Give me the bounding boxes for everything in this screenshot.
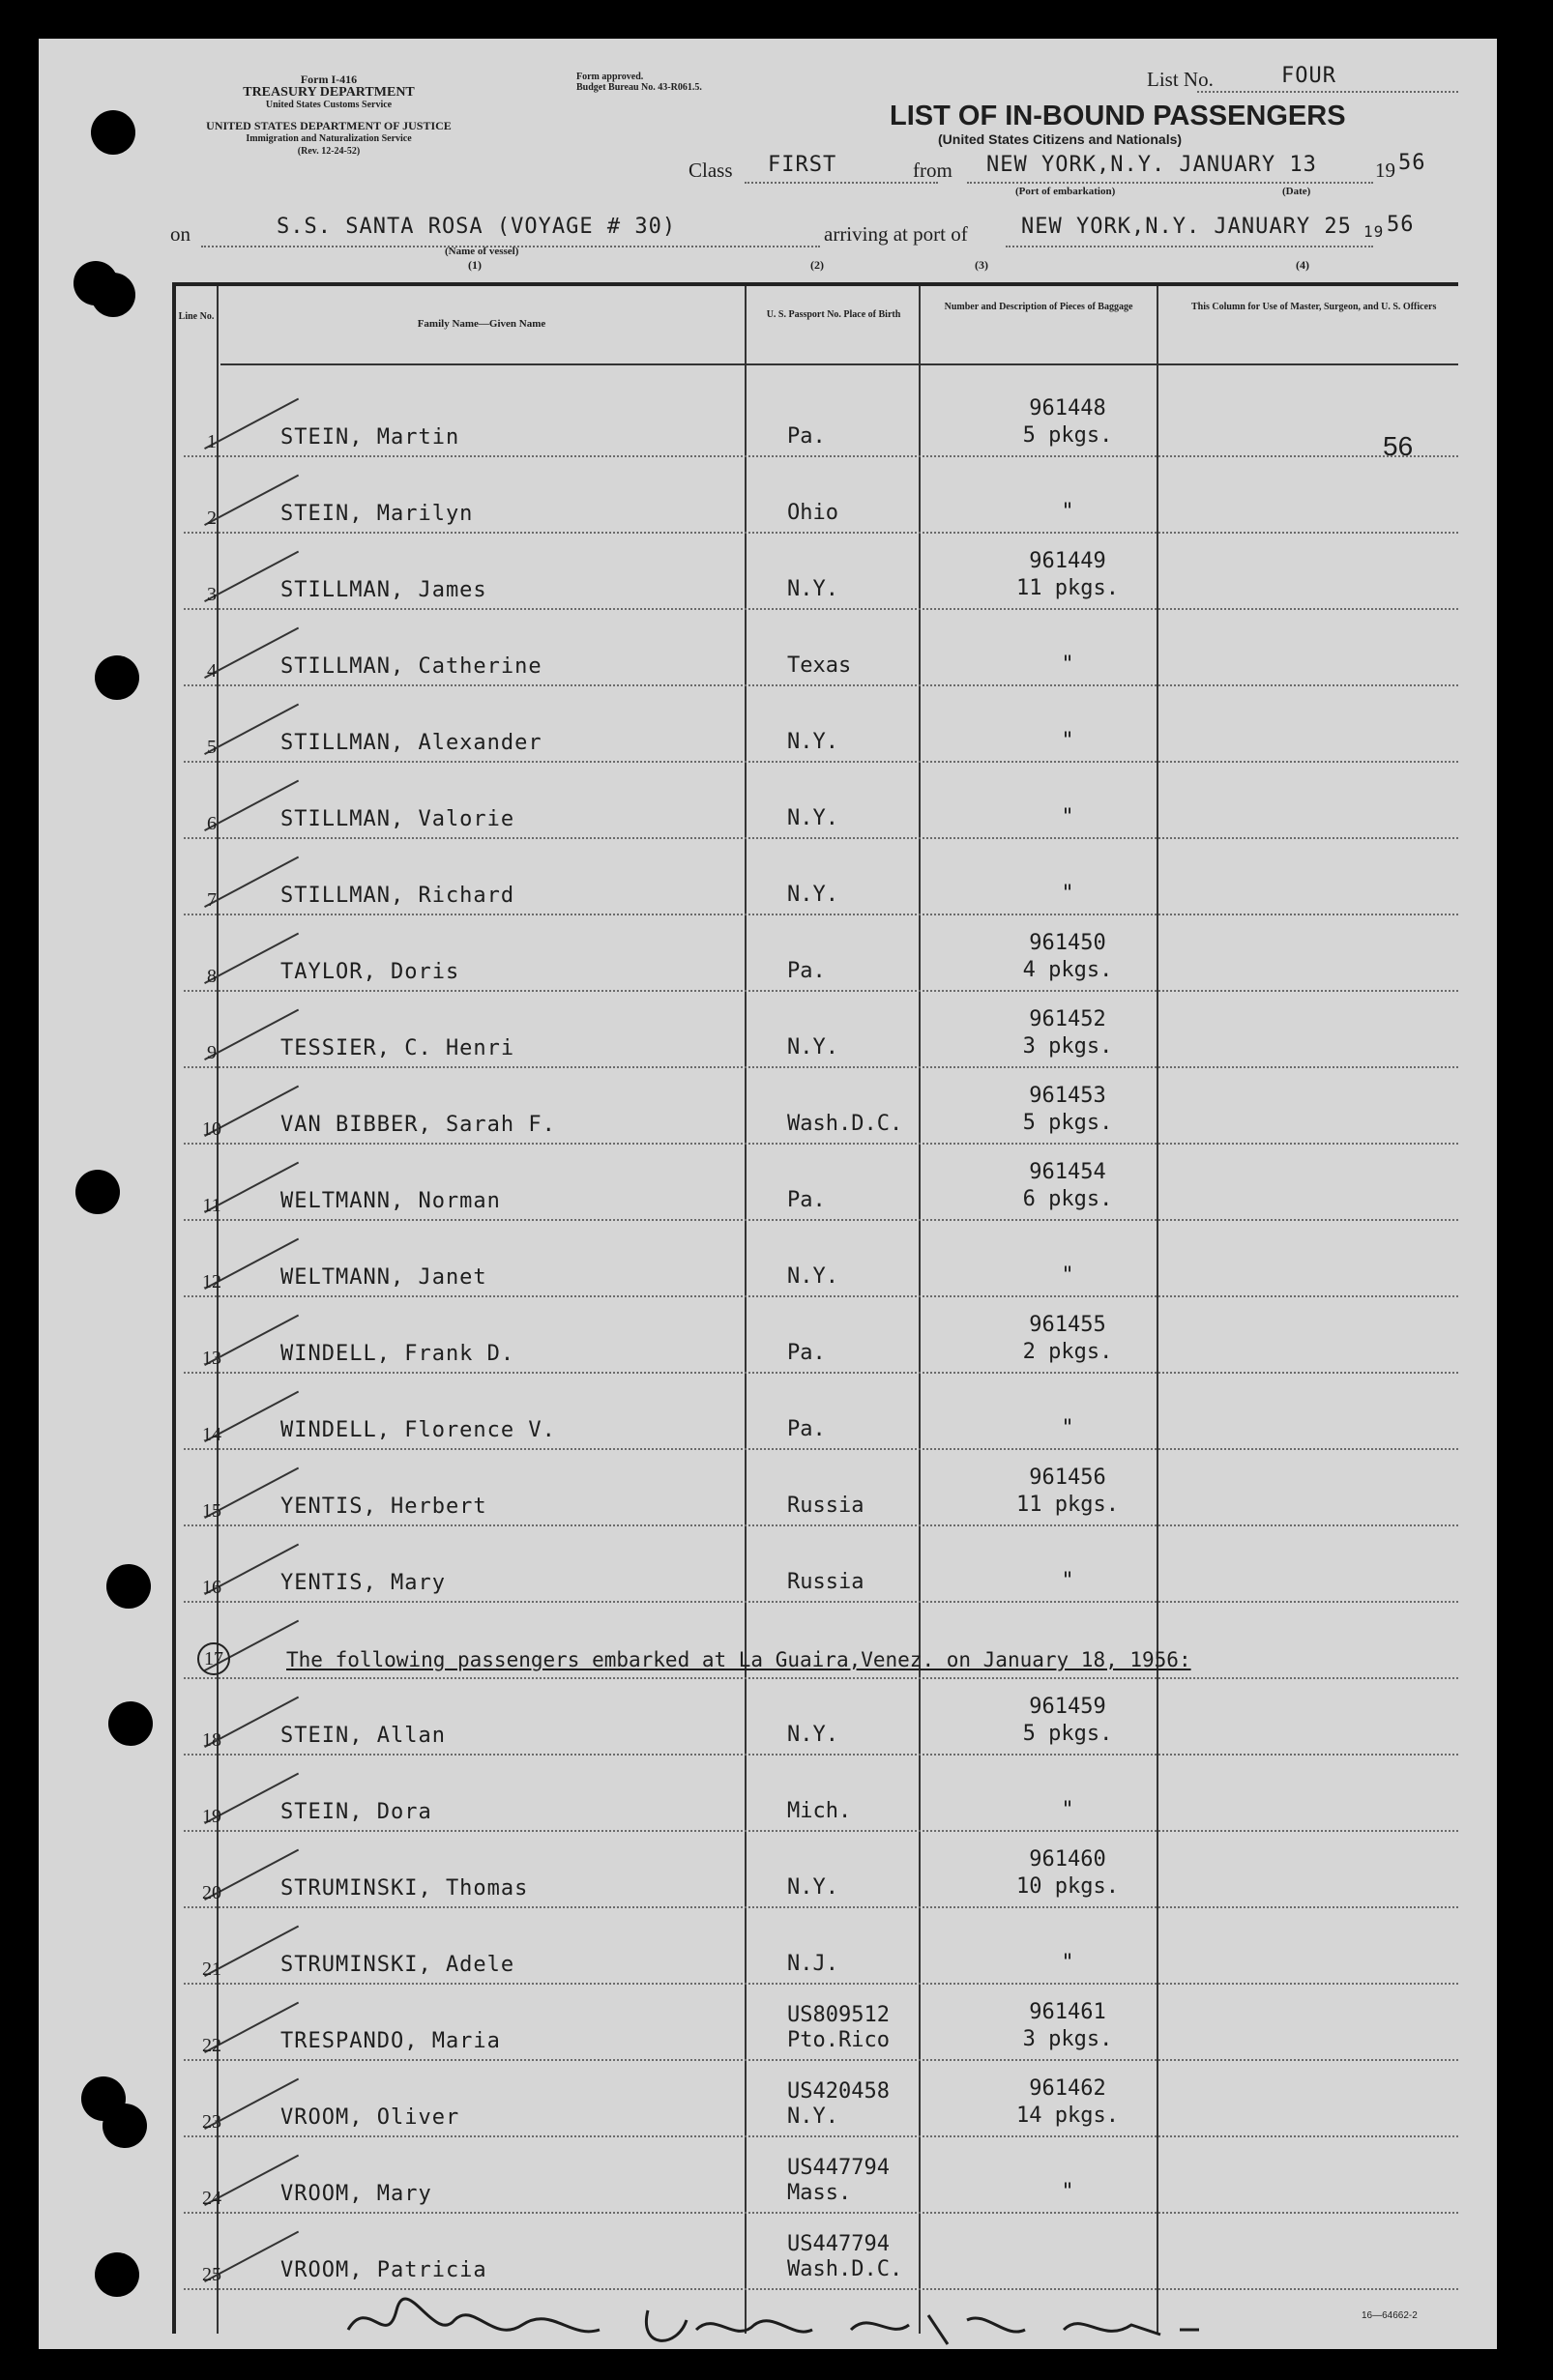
place-of-birth: Pa. xyxy=(787,1188,826,1212)
from-year-prefix: 19 xyxy=(1375,159,1395,182)
line-number: 12 xyxy=(202,1271,221,1292)
passenger-name: TRESPANDO, Maria xyxy=(280,2029,501,2053)
line-number: 7 xyxy=(207,889,217,911)
baggage: 961459 5 pkgs. xyxy=(1022,1695,1113,1746)
punch-hole-icon xyxy=(108,1701,153,1746)
col-header-passport: U. S. Passport No. Place of Birth xyxy=(766,309,901,320)
baggage: " xyxy=(1061,1798,1074,1822)
place-of-birth: N.Y. xyxy=(787,1035,838,1059)
passenger-name: YENTIS, Mary xyxy=(280,1571,446,1595)
line-number: 24 xyxy=(202,2188,221,2209)
baggage: 961448 5 pkgs. xyxy=(1022,396,1113,448)
baggage: 961454 6 pkgs. xyxy=(1022,1160,1113,1211)
baggage: 961449 11 pkgs. xyxy=(1016,549,1119,600)
table-row xyxy=(176,1681,1458,1757)
passenger-name: VROOM, Patricia xyxy=(280,2258,487,2282)
line-number: 11 xyxy=(202,1195,221,1216)
arrival-year: 56 xyxy=(1387,213,1415,237)
table-row xyxy=(176,765,1458,841)
line-number: 6 xyxy=(207,813,217,834)
col-num-1: (1) xyxy=(468,258,482,272)
passenger-name: VAN BIBBER, Sarah F. xyxy=(280,1113,556,1137)
baggage: 961455 2 pkgs. xyxy=(1022,1313,1113,1364)
line-number: 2 xyxy=(207,508,217,529)
punch-hole-icon xyxy=(95,2252,139,2297)
table-row xyxy=(176,536,1458,612)
table-row xyxy=(176,688,1458,765)
on-label: on xyxy=(170,222,190,246)
passenger-name: VROOM, Mary xyxy=(280,2182,432,2206)
passenger-name: STILLMAN, James xyxy=(280,578,487,602)
place-of-birth: Pa. xyxy=(787,1417,826,1441)
place-of-birth: N.Y. xyxy=(787,1875,838,1900)
officer-mark: 56 xyxy=(1383,431,1414,461)
baggage: 961450 4 pkgs. xyxy=(1022,931,1113,982)
table-row xyxy=(176,994,1458,1070)
line-number: 16 xyxy=(202,1577,221,1598)
table-row xyxy=(176,1299,1458,1376)
list-no-value: FOUR xyxy=(1281,64,1336,88)
line-number: 21 xyxy=(202,1959,221,1980)
table-row xyxy=(176,1605,1458,1681)
passenger-name: TESSIER, C. Henri xyxy=(280,1036,515,1060)
table-row xyxy=(176,1910,1458,1987)
baggage: " xyxy=(1061,1569,1074,1593)
place-of-birth: Wash.D.C. xyxy=(787,1112,903,1136)
justice-info xyxy=(164,120,493,158)
line-number: 4 xyxy=(207,660,217,682)
table-row xyxy=(176,2216,1458,2292)
form-info xyxy=(222,73,435,111)
baggage: " xyxy=(1061,1416,1074,1440)
passenger-name: STEIN, Allan xyxy=(280,1724,446,1748)
place-of-birth: N.Y. xyxy=(787,806,838,830)
place-of-birth: Pa. xyxy=(787,424,826,449)
justice-dept: UNITED STATES DEPARTMENT OF JUSTICE xyxy=(206,119,452,132)
place-of-birth: Russia xyxy=(787,1494,864,1518)
table-row xyxy=(176,1987,1458,2063)
table-row xyxy=(176,1834,1458,1910)
passenger-name: VROOM, Oliver xyxy=(280,2105,460,2130)
place-of-birth: Ohio xyxy=(787,501,838,525)
place-of-birth: N.Y. xyxy=(787,577,838,601)
punch-hole-icon xyxy=(95,655,139,700)
table-row xyxy=(176,1757,1458,1834)
line-number: 17 xyxy=(197,1642,230,1675)
place-of-birth: N.Y. xyxy=(787,883,838,907)
passenger-name: STRUMINSKI, Thomas xyxy=(280,1876,529,1901)
col-num-4: (4) xyxy=(1296,258,1309,272)
place-of-birth: Pa. xyxy=(787,959,826,983)
document-page xyxy=(39,39,1497,2349)
passenger-name: STILLMAN, Alexander xyxy=(280,731,542,755)
line-number: 8 xyxy=(207,966,217,987)
arriving-label: arriving at port of xyxy=(824,222,968,246)
baggage: " xyxy=(1061,1263,1074,1288)
table-row xyxy=(176,1452,1458,1528)
port-caption: (Port of embarkation) xyxy=(1015,186,1116,197)
class-value: FIRST xyxy=(768,153,837,177)
passenger-name: STEIN, Dora xyxy=(280,1800,432,1824)
passenger-table xyxy=(172,282,1458,2334)
baggage: " xyxy=(1061,882,1074,906)
class-label: Class xyxy=(689,159,733,182)
form-number: Form I-416 xyxy=(300,73,358,86)
punch-hole-icon xyxy=(91,273,135,317)
punch-hole-icon xyxy=(103,2104,147,2148)
passenger-name: WINDELL, Florence V. xyxy=(280,1418,556,1442)
service: United States Customs Service xyxy=(265,100,393,110)
embark-note: The following passengers embarked at La Guaira,Venez. on January 18, 1956: xyxy=(286,1648,1191,1671)
line-number: 18 xyxy=(202,1729,221,1751)
department: TREASURY DEPARTMENT xyxy=(243,85,415,100)
line-number: 14 xyxy=(202,1424,221,1445)
baggage: " xyxy=(1061,805,1074,829)
baggage: 961452 3 pkgs. xyxy=(1022,1007,1113,1059)
baggage: 961462 14 pkgs. xyxy=(1016,2076,1119,2128)
approval-line: Form approved. xyxy=(576,72,644,82)
place-of-birth: Mich. xyxy=(787,1799,852,1823)
baggage: " xyxy=(1061,653,1074,677)
col-header-line: Line No. xyxy=(178,311,215,322)
line-number: 5 xyxy=(207,737,217,758)
line-number: 9 xyxy=(207,1042,217,1063)
passenger-name: YENTIS, Herbert xyxy=(280,1495,487,1519)
place-of-birth: N.J. xyxy=(787,1952,838,1976)
col-num-3: (3) xyxy=(975,258,988,272)
date-caption: (Date) xyxy=(1282,186,1311,197)
table-row xyxy=(176,1146,1458,1223)
list-no-label: List No. xyxy=(1147,68,1214,91)
place-of-birth: US447794 Mass. xyxy=(787,2156,890,2205)
place-of-birth: Texas xyxy=(787,653,852,678)
table-row xyxy=(176,459,1458,536)
place-of-birth: N.Y. xyxy=(787,730,838,754)
table-row xyxy=(176,1070,1458,1146)
line-number: 1 xyxy=(207,431,217,452)
punch-hole-icon xyxy=(91,110,135,155)
baggage: " xyxy=(1061,1951,1074,1975)
baggage: " xyxy=(1061,500,1074,524)
table-row xyxy=(176,1376,1458,1452)
place-of-birth: US420458 N.Y. xyxy=(787,2079,890,2129)
from-value: NEW YORK,N.Y. JANUARY 13 xyxy=(986,153,1317,177)
line-number: 23 xyxy=(202,2111,221,2133)
table-row xyxy=(176,383,1458,459)
table-row xyxy=(176,917,1458,994)
table-row xyxy=(176,612,1458,688)
line-number: 20 xyxy=(202,1882,221,1903)
table-row xyxy=(176,1223,1458,1299)
passenger-name: STEIN, Martin xyxy=(280,425,460,450)
passenger-name: STILLMAN, Catherine xyxy=(280,654,542,679)
page-subtitle: (United States Citizens and Nationals) xyxy=(938,131,1183,147)
passenger-name: WELTMANN, Norman xyxy=(280,1189,501,1213)
line-number: 19 xyxy=(202,1806,221,1827)
place-of-birth: N.Y. xyxy=(787,1723,838,1747)
place-of-birth: Pa. xyxy=(787,1341,826,1365)
approval-line: Budget Bureau No. 43-R061.5. xyxy=(576,82,702,93)
arrival-year-prefix: 19 xyxy=(1363,222,1385,241)
punch-hole-icon xyxy=(106,1564,151,1609)
baggage: 961461 3 pkgs. xyxy=(1022,2000,1113,2051)
col-num-2: (2) xyxy=(810,258,824,272)
place-of-birth: Russia xyxy=(787,1570,864,1594)
place-of-birth: N.Y. xyxy=(787,1264,838,1289)
passenger-name: TAYLOR, Doris xyxy=(280,960,460,984)
passenger-name: STEIN, Marilyn xyxy=(280,502,474,526)
from-year: 56 xyxy=(1398,151,1426,175)
passenger-name: STILLMAN, Richard xyxy=(280,884,515,908)
col-header-officers: This Column for Use of Master, Surgeon, and U. S. Officers xyxy=(1191,302,1437,312)
table-row xyxy=(176,1528,1458,1605)
baggage: " xyxy=(1061,729,1074,753)
line-number: 13 xyxy=(202,1348,221,1369)
line-number: 25 xyxy=(202,2264,221,2285)
line-number: 3 xyxy=(207,584,217,605)
handwritten-signature xyxy=(329,2291,1257,2359)
place-of-birth: US809512 Pto.Rico xyxy=(787,2003,890,2052)
vessel-caption: (Name of vessel) xyxy=(445,246,519,257)
table-row xyxy=(176,2139,1458,2216)
passenger-name: STILLMAN, Valorie xyxy=(280,807,515,831)
footer-code: 16—64662-2 xyxy=(1362,2310,1418,2321)
line-number: 15 xyxy=(202,1500,221,1522)
baggage: 961460 10 pkgs. xyxy=(1016,1847,1119,1899)
line-number: 10 xyxy=(202,1118,221,1140)
vessel-name: S.S. SANTA ROSA (VOYAGE # 30) xyxy=(277,215,677,239)
arrival-value: NEW YORK,N.Y. JANUARY 25 xyxy=(1021,215,1352,239)
punch-hole-icon xyxy=(75,1170,120,1214)
baggage: 961456 11 pkgs. xyxy=(1016,1466,1119,1517)
passenger-name: WELTMANN, Janet xyxy=(280,1265,487,1290)
revision: (Rev. 12-24-52) xyxy=(297,146,361,157)
passenger-name: STRUMINSKI, Adele xyxy=(280,1953,515,1977)
baggage: 961453 5 pkgs. xyxy=(1022,1084,1113,1135)
from-label: from xyxy=(913,159,952,182)
immigration-service: Immigration and Naturalization Service xyxy=(246,133,412,144)
place-of-birth: US447794 Wash.D.C. xyxy=(787,2232,903,2281)
table-row xyxy=(176,841,1458,917)
col-header-baggage: Number and Description of Pieces of Baggage xyxy=(944,302,1133,312)
passenger-name: WINDELL, Frank D. xyxy=(280,1342,515,1366)
line-number: 22 xyxy=(202,2035,221,2056)
table-row xyxy=(176,2063,1458,2139)
baggage: " xyxy=(1061,2180,1074,2204)
approval xyxy=(576,72,702,93)
page-title: LIST OF IN-BOUND PASSENGERS xyxy=(890,101,1346,131)
col-header-name: Family Name—Given Name xyxy=(417,318,546,330)
